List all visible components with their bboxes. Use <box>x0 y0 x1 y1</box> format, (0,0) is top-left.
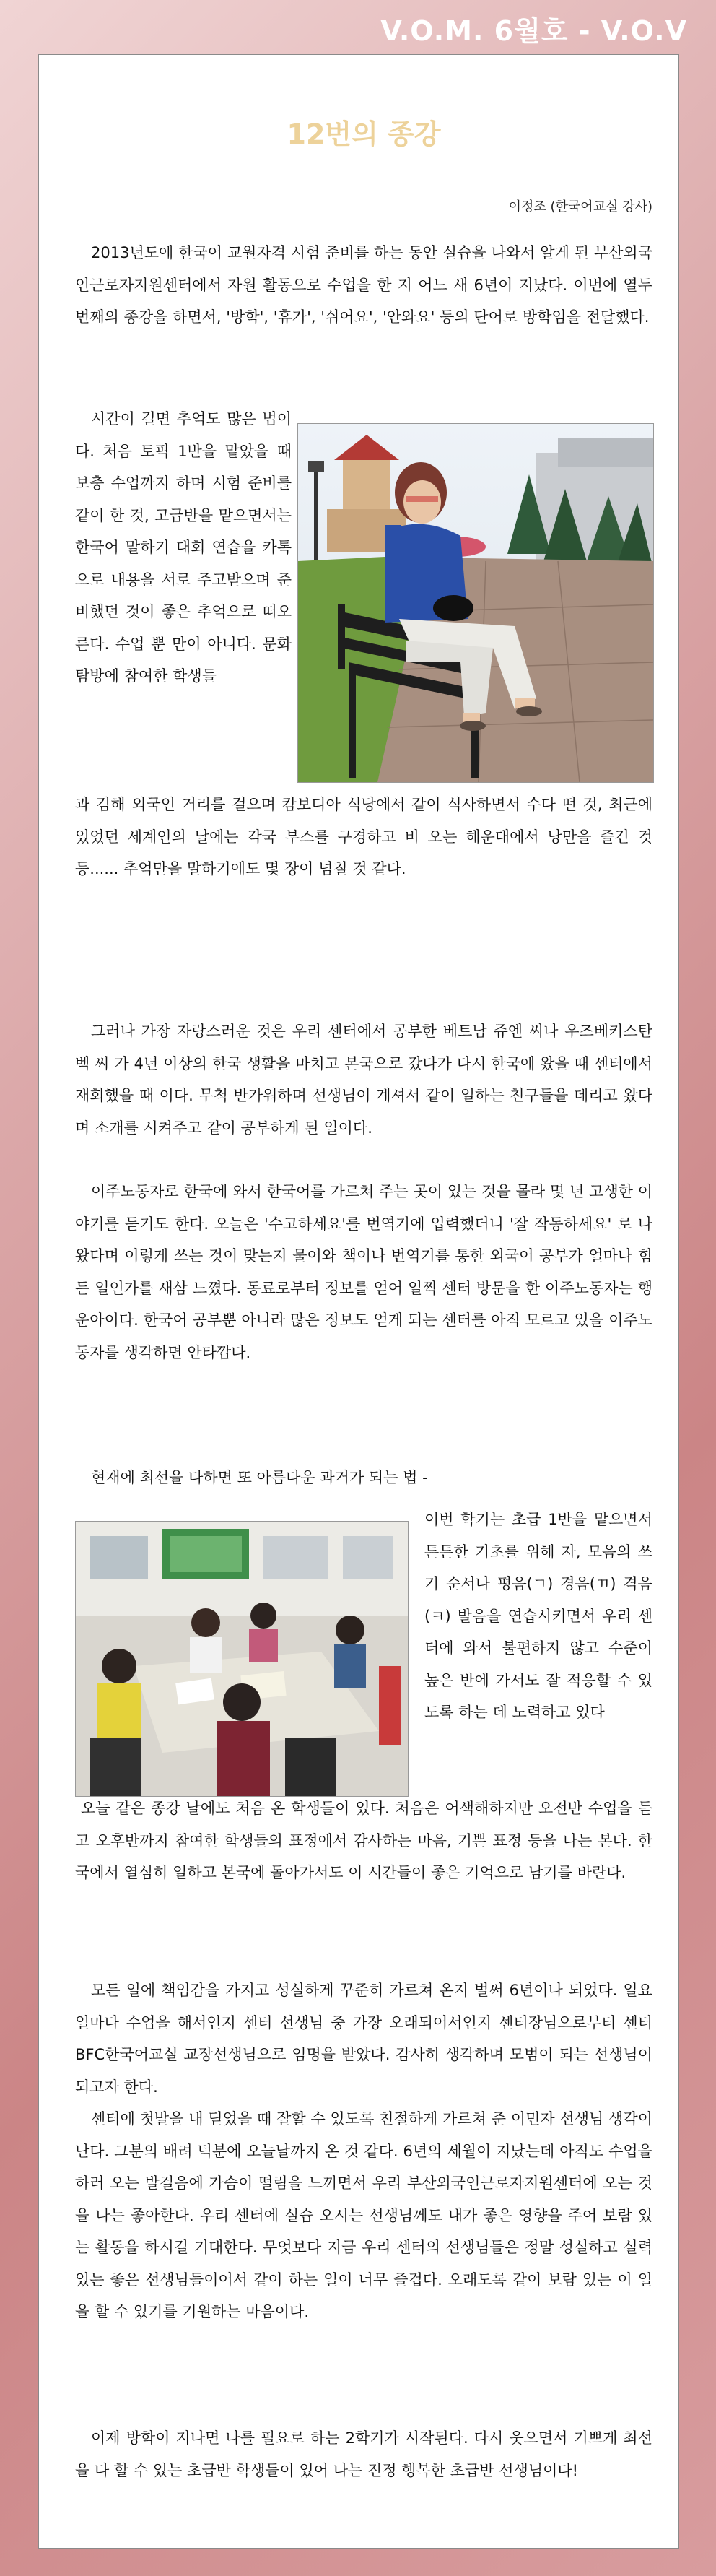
paragraph-1 <box>75 237 652 334</box>
paragraph-text: 오늘 같은 종강 날에도 처음 온 학생들이 있다. 처음은 어색해하지만 오전반 수업을 듣고 오후반까지 참여한 학생들의 표정에서 감사하는 마음, 기쁜 표정 등을 나는 본다. 한국에서 열심히 일하고 본국에 돌아가서도 이 시간들이 좋은 기억으로 남기를 바란다. <box>75 1800 652 1881</box>
paragraph-text: 과 김해 외국인 거리를 걸으며 캄보디아 식당에서 같이 식사하면서 수다 떤 것, 최근에 있었던 세계인의 날에는 각국 부스를 구경하고 비 오는 해운대에서 낭만을 즐긴 것 등...... 추억만을 말하기에도 몇 장이 넘칠 것 같다. <box>75 796 652 877</box>
paragraph-8 <box>75 2422 652 2486</box>
paragraph-text: 2013년도에 한국어 교원자격 시험 준비를 하는 동안 실습을 나와서 알게 된 부산외국인근로자지원센터에서 자원 활동으로 수업을 한 지 어느 새 6년이 지났다. 이번에 열두 번째의 종강을 하면서, '방학', '휴가', '쉬어요', '안와요' 등의 단어로 방학임을 전달했다. <box>75 244 652 326</box>
paragraph-5-heading <box>75 1462 652 1494</box>
paragraph-text: 이제 방학이 지나면 나를 필요로 하는 2학기가 시작된다. 다시 웃으면서 기쁘게 최선을 다 할 수 있는 초급반 학생들이 있어 나는 진정 행복한 초급반 선생님이다! <box>75 2429 652 2479</box>
magazine-header-title: V.O.M. 6월호 - V.O.V <box>380 15 687 47</box>
paragraph-7 <box>75 2103 652 2328</box>
classroom-students-icon <box>76 1522 408 1796</box>
paragraph-text: 이주노동자로 한국에 와서 한국어를 가르쳐 주는 곳이 있는 것을 몰라 몇 년 고생한 이야기를 듣기도 한다. 오늘은 '수고하세요'를 번역기에 입력했더니 '잘 작동하세요' 로 나왔다며 이렇게 쓰는 것이 맞는지 물어와 책이나 번역기를 통한 외국어 공부가 얼마나 힘든 일인가를 새삼 느꼈다. 동료로부터 정보를 얻어 일찍 센터 방문을 한 이주노동자는 행운아이다. 한국어 공부뿐 아니라 많은 정보도 얻게 되는 센터를 아직 모르고 있을 이주노동자를 생각하면 안타깝다. <box>75 1183 652 1361</box>
teacher-on-bench-photo <box>297 423 654 783</box>
article-card <box>38 54 679 2549</box>
paragraph-3 <box>75 1015 652 1144</box>
paragraph-5a <box>424 1504 652 1729</box>
paragraph-text: 센터에 첫발을 내 딛었을 때 잘할 수 있도록 친절하게 가르쳐 준 이민자 선생님 생각이 난다. 그분의 배려 덕분에 오늘날까지 온 것 같다. 6년의 세월이 지났는데 아직도 수업을 하러 오는 발걸음에 가슴이 떨림을 느끼면서 우리 부산외국인근로자지원센터에 오는 것을 나는 좋아한다. 우리 센터에 실습 오시는 선생님께도 내가 좋은 영향을 주어 보람 있는 활동을 하시길 기대한다. 무엇보다 지금 우리 센터의 선생님들은 정말 성실하고 실력 있는 좋은 선생님들이어서 같이 하는 일이 너무 즐겁다. 오래도록 같이 보람 있는 이 일을 할 수 있기를 기원하는 마음이다. <box>75 2110 652 2320</box>
teacher-on-bench-icon <box>298 424 653 782</box>
paragraph-4 <box>75 1176 652 1369</box>
paragraph-text: 이번 학기는 초급 1반을 맡으면서 튼튼한 기초를 위해 자, 모음의 쓰기 순서나 평음(ㄱ) 경음(ㄲ) 격음(ㅋ) 발음을 연습시키면서 우리 센터에 와서 불편하지 않고 수준이 높은 반에 가서도 잘 적응할 수 있도록 하는 데 노력하고 있다 <box>424 1511 652 1721</box>
paragraph-text: 현재에 최선을 다하면 또 아름다운 과거가 되는 법 - <box>91 1469 428 1486</box>
paragraph-5b <box>75 1792 652 1889</box>
paragraph-text: 시간이 길면 추억도 많은 법이다. 처음 토픽 1반을 맡았을 때 보충 수업까지 하며 시험 준비를 같이 한 것, 고급반을 맡으면서는 한국어 말하기 대회 연습을 카톡으로 내용을 서로 주고받으며 준비했던 것이 좋은 추억으로 떠오른다. 수업 뿐 만이 아니다. 문화 탐방에 참여한 학생들 <box>75 410 292 685</box>
paragraph-2b <box>75 789 652 885</box>
paragraph-2a <box>75 403 292 693</box>
classroom-students-photo <box>75 1521 409 1797</box>
paragraph-text: 모든 일에 책임감을 가지고 성실하게 꾸준히 가르쳐 온지 벌써 6년이나 되었다. 일요일마다 수업을 해서인지 센터 선생님 중 가장 오래되어서인지 센터장님으로부터 센터 BFC한국어교실 교장선생님으로 임명을 받았다. 감사히 생각하며 모범이 되는 선생님이 되고자 한다. <box>75 1982 652 2096</box>
article-author: 이정조 (한국어교실 강사) <box>508 199 652 214</box>
paragraph-6 <box>75 1974 652 2103</box>
paragraph-text: 그러나 가장 자랑스러운 것은 우리 센터에서 공부한 베트남 쥬엔 씨나 우즈베키스탄 벡 씨 가 4년 이상의 한국 생활을 마치고 본국으로 갔다가 다시 한국에 왔을 때 센터에서 재회했을 때 이다. 무척 반가워하며 선생님이 계셔서 같이 일하는 친구들을 데리고 왔다며 소개를 시켜주고 같이 공부하게 된 일이다. <box>75 1023 652 1137</box>
article-title: 12번의 종강 <box>287 118 441 150</box>
